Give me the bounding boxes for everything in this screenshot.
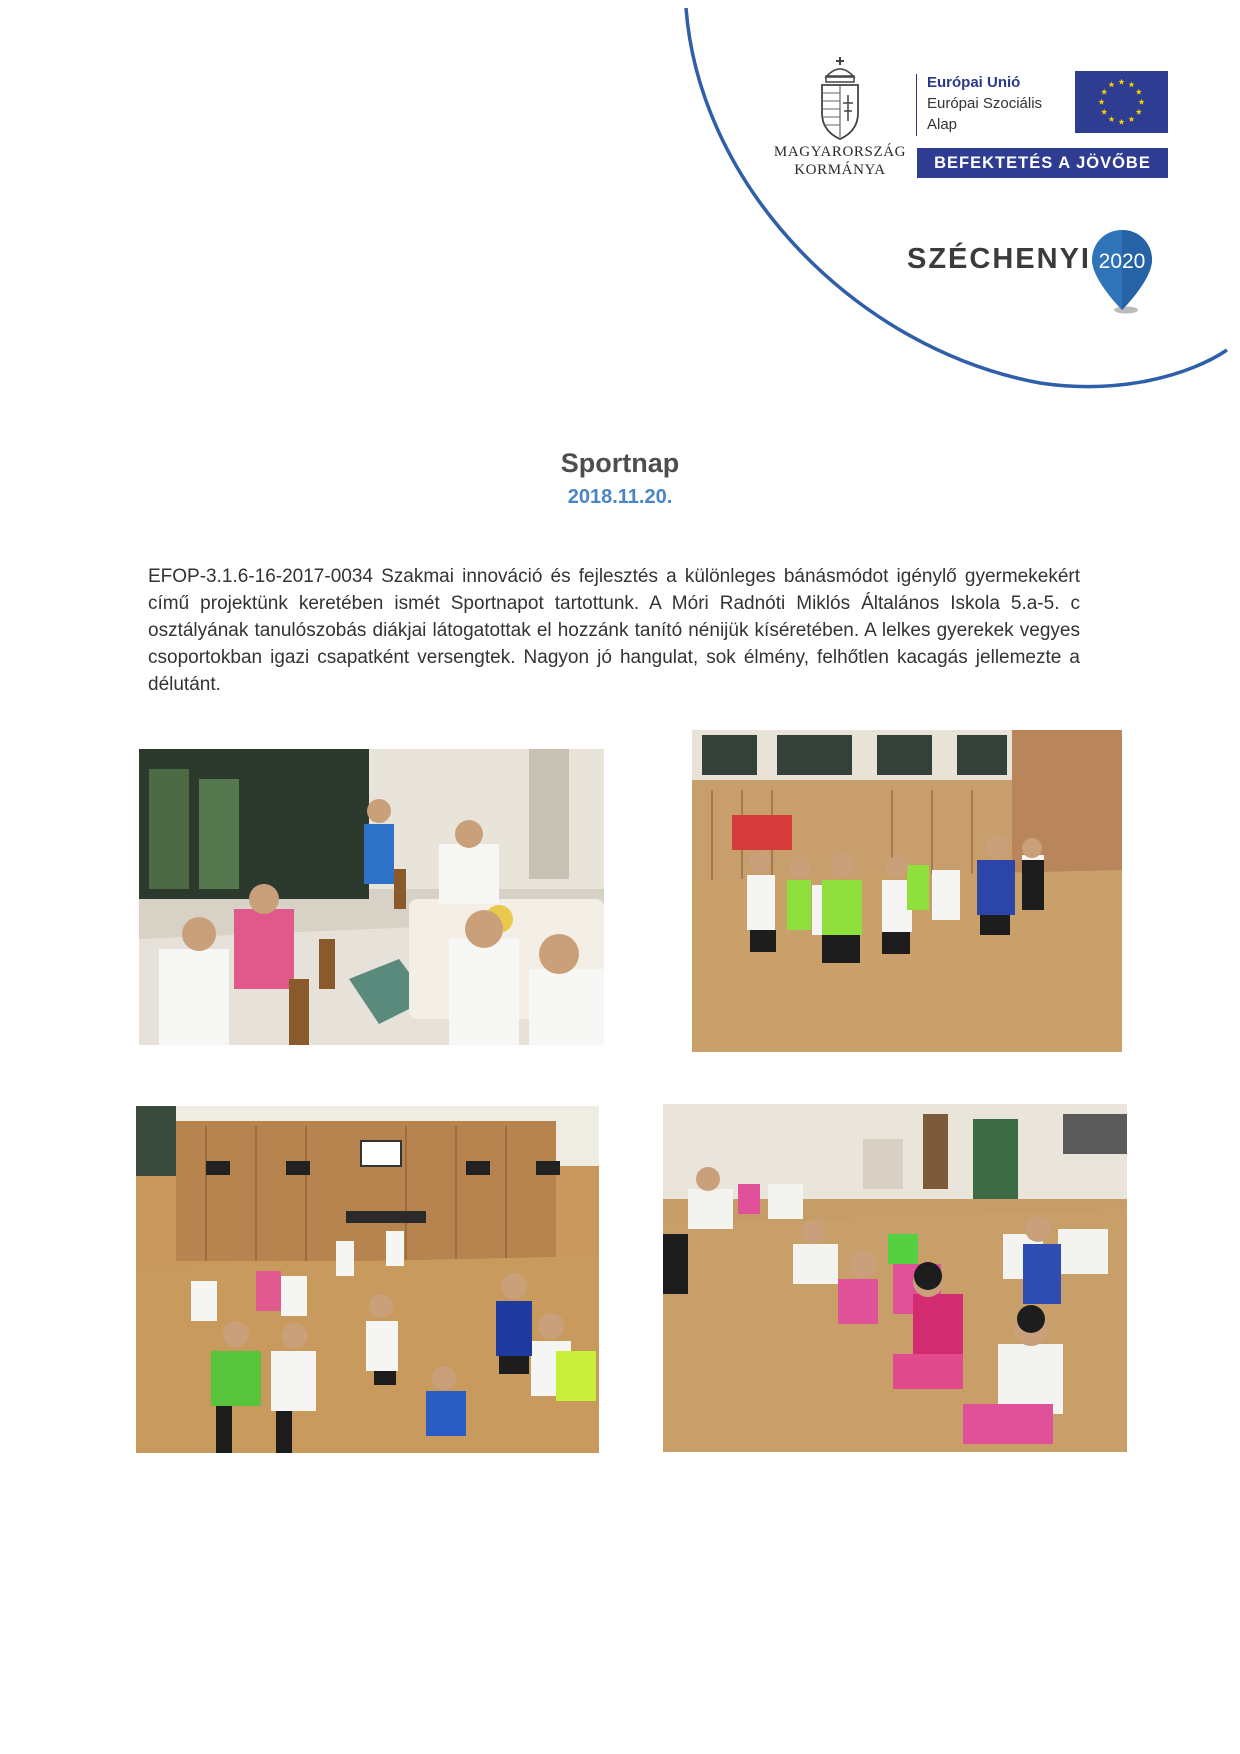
photo-sitting-group — [663, 1104, 1127, 1452]
program-year: 2020 — [1098, 250, 1146, 273]
photo-dining-hall — [139, 749, 604, 1045]
eu-divider — [916, 74, 917, 136]
location-pin-icon — [1090, 228, 1154, 314]
page-title: Sportnap — [560, 448, 680, 478]
eu-flag-icon — [1075, 71, 1168, 133]
eu-fund-line1: Európai Szociális — [927, 95, 1043, 112]
hungarian-coat-of-arms-icon — [818, 57, 862, 141]
government-name-line2: KORMÁNYA — [794, 162, 886, 178]
eu-fund-line2: Alap — [927, 116, 958, 133]
photo-gym-exercise — [136, 1106, 599, 1453]
article-body: EFOP-3.1.6-16-2017-0034 Szakmai innováció és fejlesztés a különleges bánásmódot igénylő gyermekekért című projektünk keretében ismét Sportnapot tartottunk. A Móri Radnóti Miklós Általános Iskola 5.a-5. c osztályának tanulószobás diákjai látogatottak el hozzánk tanító nénijük kíséretében. A lelkes gyerekek vegyes csoportokban igazi csapatként versengtek. Nagyon jó hangulat, sok élmény, felhőtlen kacagás jellemezte a délutánt. — [148, 566, 1080, 695]
government-name-line1: MAGYARORSZÁG — [773, 144, 907, 160]
header-arc — [0, 0, 1240, 400]
article-date: 2018.11.20. — [567, 486, 673, 508]
program-name: SZÉCHENYI — [907, 243, 1091, 275]
eu-banner: BEFEKTETÉS A JÖVŐBE — [917, 148, 1168, 178]
government-name — [770, 143, 910, 179]
eu-title: Európai Unió — [927, 74, 1021, 91]
eu-fund-text — [927, 72, 1042, 135]
photo-gym-circle — [692, 730, 1122, 1052]
